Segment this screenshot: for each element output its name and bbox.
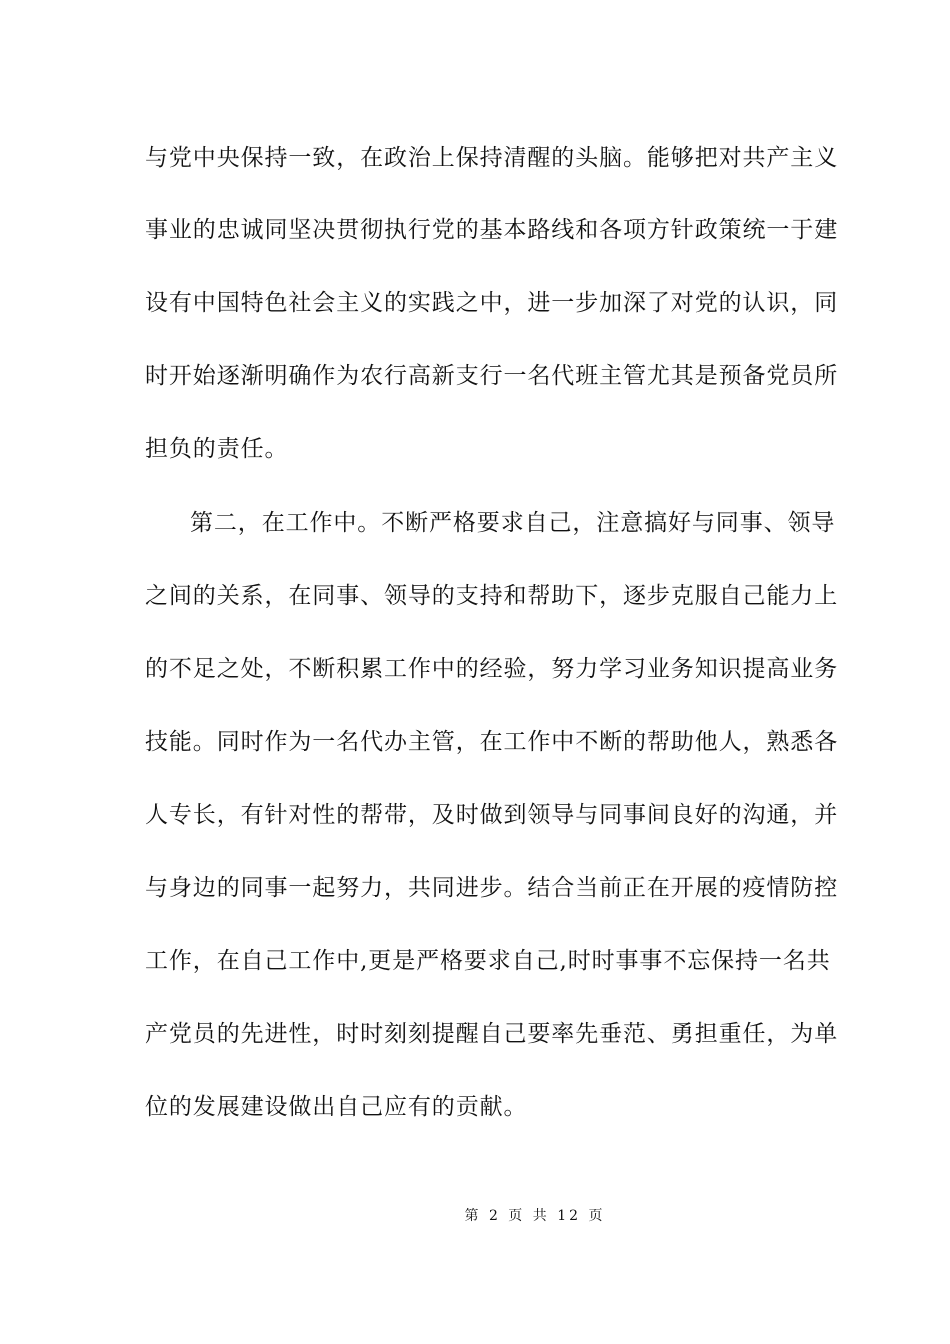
paragraph-first-line: 第二，在工作中。不断严格要求自己，注意搞好与同事、领导 (190, 510, 836, 536)
body-text-line: 位的发展建设做出自己应有的贡献。 (145, 1094, 528, 1120)
page-number-footer: 第 2 页 共 12 页 (464, 1208, 606, 1224)
body-text-line: 事业的忠诚同坚决贯彻执行党的基本路线和各项方针政策统一于建 (145, 217, 839, 243)
body-text-line: 人专长，有针对性的帮带，及时做到领导与同事间良好的沟通，并 (145, 802, 839, 828)
body-text-line: 时开始逐渐明确作为农行高新支行一名代班主管尤其是预备党员所 (145, 363, 839, 389)
body-text-line: 产党员的先进性，时时刻刻提醒自己要率先垂范、勇担重任，为单 (145, 1021, 839, 1047)
body-text-line: 工作，在自己工作中,更是严格要求自己,时时事事不忘保持一名共 (145, 948, 831, 974)
body-text-line: 的不足之处，不断积累工作中的经验，努力学习业务知识提高业务 (145, 656, 839, 682)
body-text-line: 之间的关系，在同事、领导的支持和帮助下，逐步克服自己能力上 (145, 583, 839, 609)
body-text-line: 与身边的同事一起努力，共同进步。结合当前正在开展的疫情防控 (145, 875, 839, 901)
body-text-line: 担负的责任。 (145, 436, 289, 462)
body-text-line: 设有中国特色社会主义的实践之中，进一步加深了对党的认识，同 (145, 290, 839, 316)
body-text-line: 与党中央保持一致，在政治上保持清醒的头脑。能够把对共产主义 (145, 145, 839, 171)
body-text-line: 技能。同时作为一名代办主管，在工作中不断的帮助他人，熟悉各 (145, 729, 839, 755)
